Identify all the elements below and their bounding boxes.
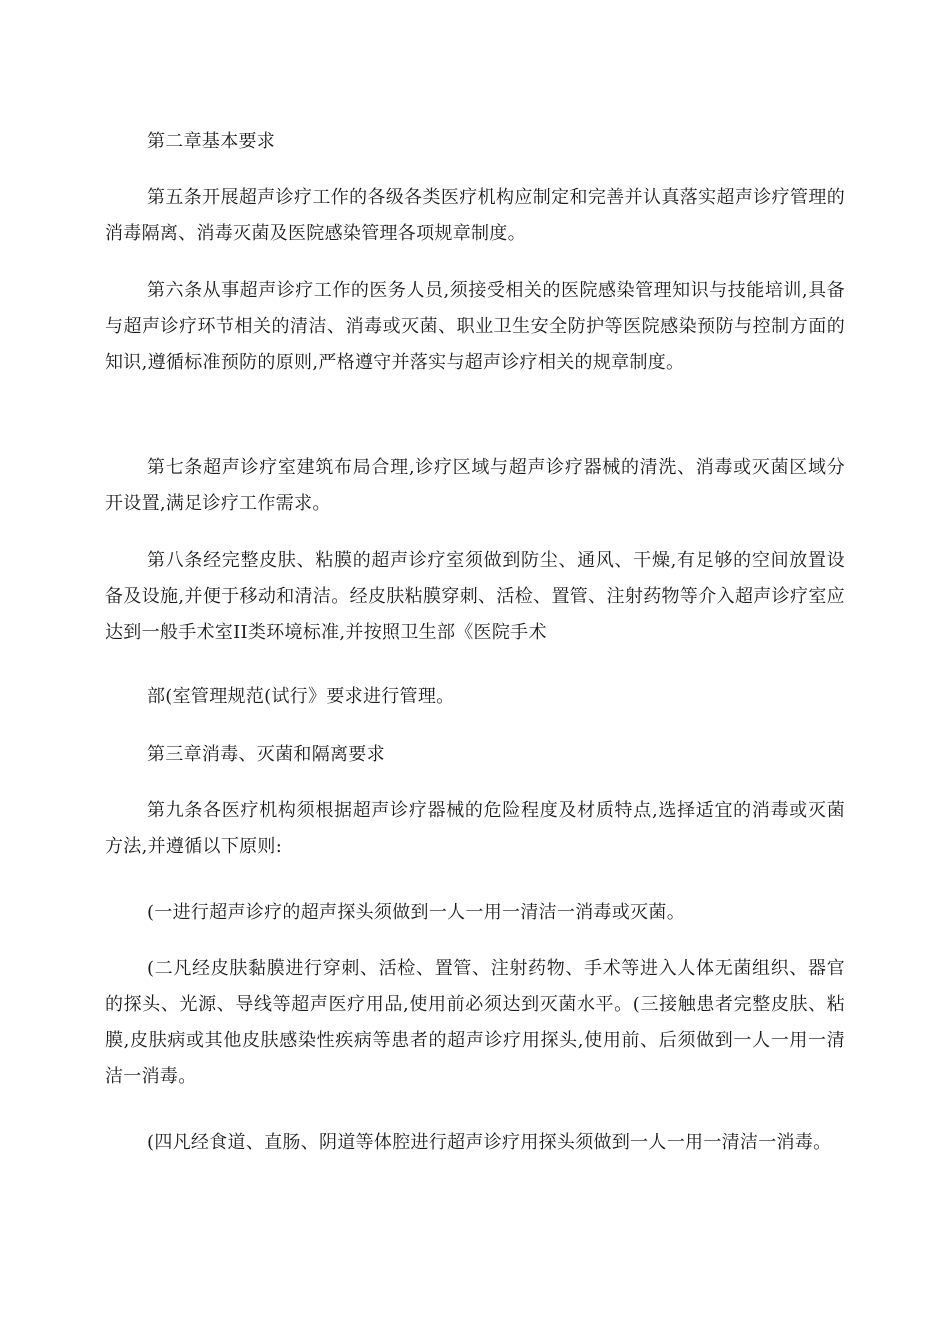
article-8-continuation: 部(室管理规范(试行》要求进行管理。 (147, 686, 455, 707)
article-5: 第五条开展超声诊疗工作的各级各类医疗机构应制定和完善并认真落实超声诊疗管理的消毒隔离、消毒灭菌及医院感染管理各项规章制度。 (105, 187, 845, 244)
item-4: (四凡经食道、直肠、阴道等体腔进行超声诊疗用探头须做到一人一用一清洁一消毒。 (147, 1132, 832, 1153)
article-8: 第八条经完整皮肤、粘膜的超声诊疗室须做到防尘、通风、干燥,有足够的空间放置设备及设施,并便于移动和清洁。经皮肤粘膜穿刺、活检、置管、注射药物等介入超声诊疗室应达到一般手术室II类环境标准,并按照卫生部《医院手术 (105, 550, 845, 643)
chapter-2-heading: 第二章基本要求 (147, 131, 276, 152)
item-2-3: (二凡经皮肤黏膜进行穿刺、活检、置管、注射药物、手术等进入人体无菌组织、器官的探头、光源、导线等超声医疗用品,使用前必须达到灭菌水平。(三接触患者完整皮肤、粘膜,皮肤病或其他皮肤感染性疾病等患者的超声诊疗用探头,使用前、后须做到一人一用一清洁一消毒。 (105, 958, 845, 1087)
article-9: 第九条各医疗机构须根据超声诊疗器械的危险程度及材质特点,选择适宜的消毒或灭菌方法,并遵循以下原则: (105, 800, 845, 857)
item-1: (一进行超声诊疗的超声探头须做到一人一用一清洁一消毒或灭菌。 (147, 902, 686, 923)
chapter-3-heading: 第三章消毒、灭菌和隔离要求 (147, 744, 385, 765)
article-6: 第六条从事超声诊疗工作的医务人员,须接受相关的医院感染管理知识与技能培训,具备与超声诊疗环节相关的清洁、消毒或灭菌、职业卫生安全防护等医院感染预防与控制方面的知识,遵循标准预防的原则,严格遵守并落实与超声诊疗相关的规章制度。 (105, 280, 845, 373)
article-7: 第七条超声诊疗室建筑布局合理,诊疗区域与超声诊疗器械的清洗、消毒或灭菌区域分开设置,满足诊疗工作需求。 (105, 457, 845, 514)
